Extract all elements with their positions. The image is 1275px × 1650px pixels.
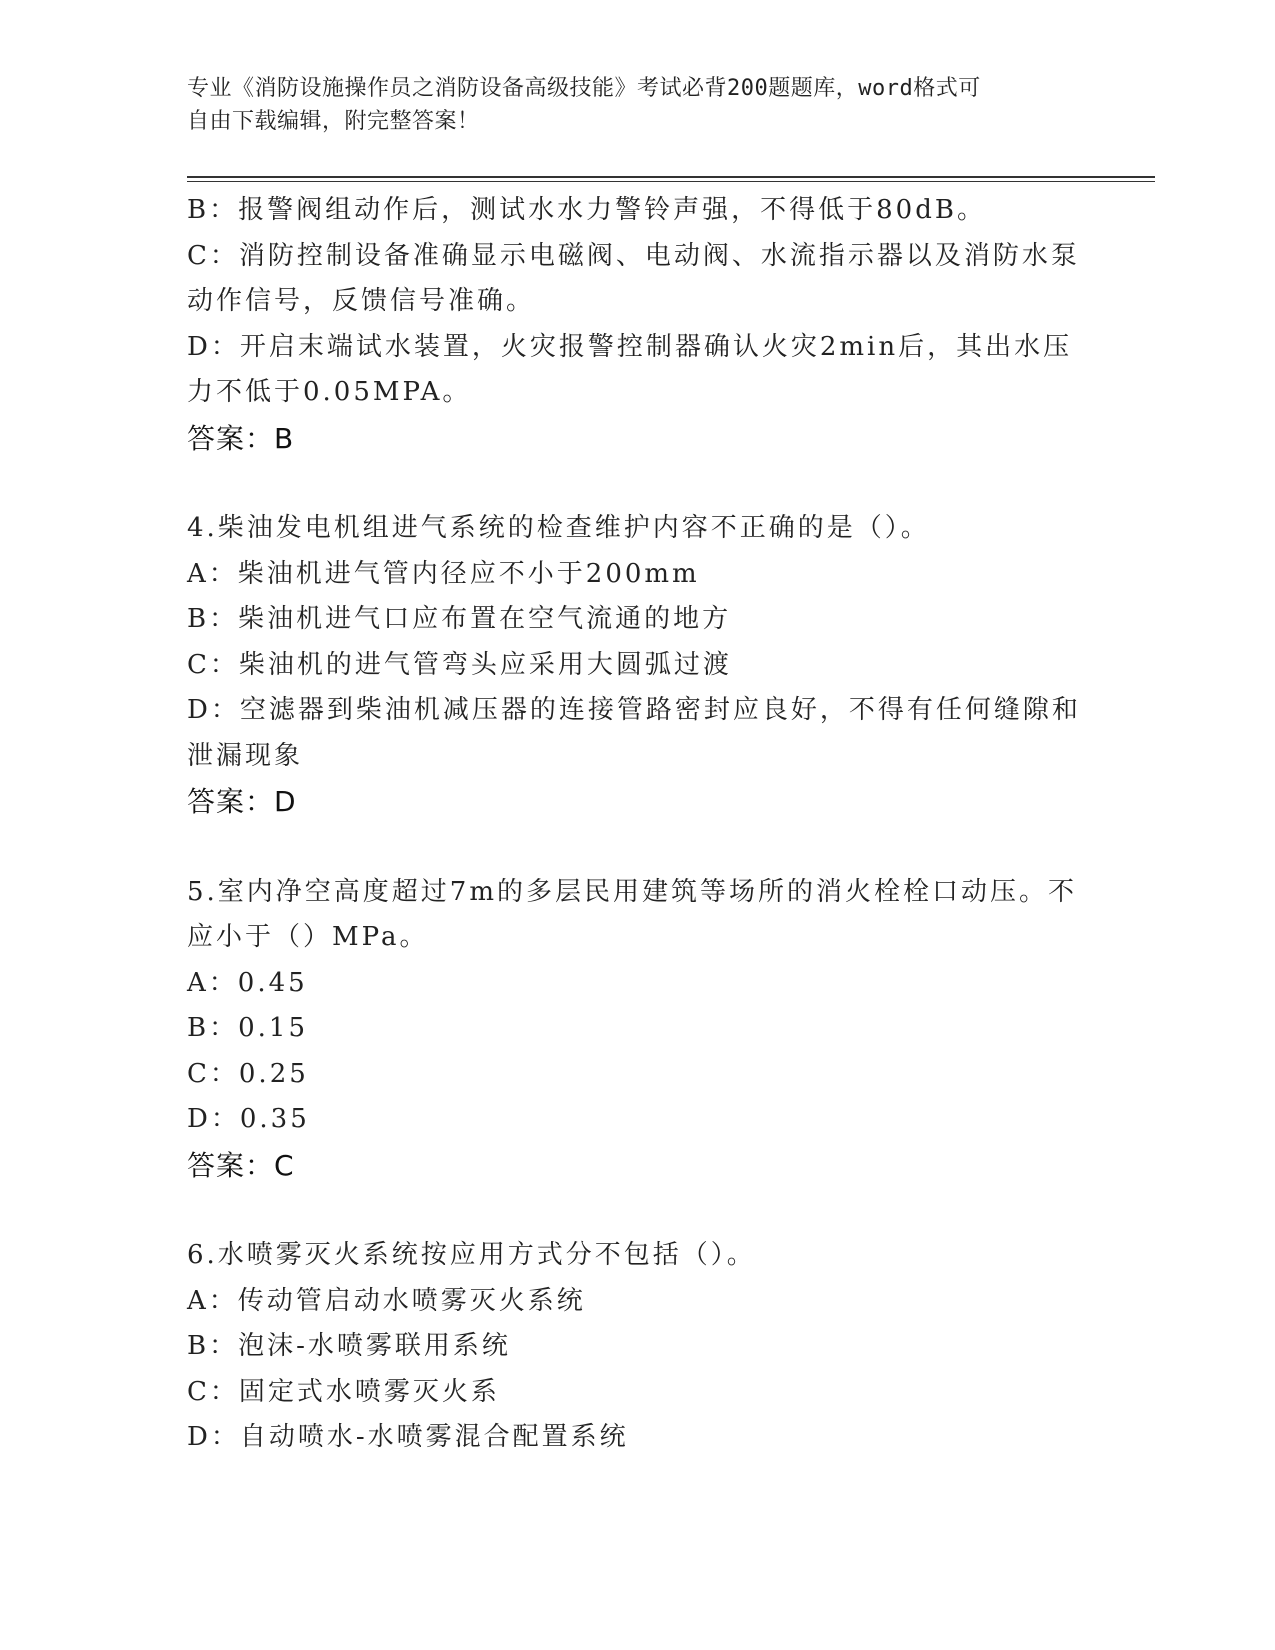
q5-answer: 答案：C (187, 1148, 295, 1182)
spacer (187, 1188, 1087, 1233)
spacer (187, 461, 1087, 506)
q4-option-d-line-1: D：空滤器到柴油机减压器的连接管路密封应良好，不得有任何缝隙和 (187, 695, 1081, 725)
q4-option-a: A：柴油机进气管内径应不小于200mm (187, 558, 700, 589)
q3-option-c-line-1: C：消防控制设备准确显示电磁阀、电动阀、水流指示器以及消防水泵 (187, 240, 1080, 271)
q6-option-c: C：固定式水喷雾灭火系 (187, 1376, 500, 1407)
header-title-line-2: 自由下载编辑，附完整答案！ (187, 109, 480, 134)
q5-question-line-1: 5.室内净空高度超过7m的多层民用建筑等场所的消火栓栓口动压。不 (187, 876, 1078, 907)
document-body (187, 188, 1087, 1461)
question-6-block (187, 1233, 1087, 1461)
q5-option-a: A：0.45 (187, 967, 308, 998)
q4-option-b: B：柴油机进气口应布置在空气流通的地方 (187, 604, 732, 634)
document-header (187, 72, 1087, 138)
q6-option-a: A：传动管启动水喷雾灭火系统 (187, 1285, 586, 1316)
q4-answer: 答案：D (187, 785, 297, 818)
q3-option-d-line-2: 力不低于0.05MPA。 (187, 377, 472, 407)
q5-option-b: B：0.15 (187, 1013, 308, 1043)
q6-question: 6.水喷雾灭火系统按应用方式分不包括（）。 (187, 1240, 756, 1270)
q4-question: 4.柴油发电机组进气系统的检查维护内容不正确的是（）。 (187, 513, 930, 543)
q3-option-d-line-1: D：开启末端试水装置，火灾报警控制器确认火灾2min后，其出水压 (187, 331, 1073, 362)
question-3-block (187, 188, 1087, 461)
question-4-block (187, 506, 1087, 825)
q3-answer: 答案：B (187, 421, 295, 455)
q3-option-b: B：报警阀组动作后，测试水水力警铃声强，不得低于80dB。 (187, 195, 986, 225)
q3-option-c-line-2: 动作信号，反馈信号准确。 (187, 286, 536, 316)
header-divider-thin (187, 181, 1155, 182)
header-title-line-1: 专业《消防设施操作员之消防设备高级技能》考试必背200题题库，word格式可 (187, 76, 981, 101)
question-5-block (187, 870, 1087, 1189)
q4-option-d-line-2: 泄漏现象 (187, 740, 304, 771)
q6-option-d: D：自动喷水-水喷雾混合配置系统 (187, 1422, 629, 1452)
q6-option-b: B：泡沫-水喷雾联用系统 (187, 1331, 511, 1361)
q4-option-c: C：柴油机的进气管弯头应采用大圆弧过渡 (187, 649, 732, 680)
q5-option-c: C：0.25 (187, 1058, 309, 1089)
header-divider-thick (187, 176, 1155, 178)
q5-option-d: D：0.35 (187, 1104, 310, 1134)
q5-question-line-2: 应小于（）MPa。 (187, 922, 429, 952)
spacer (187, 825, 1087, 870)
